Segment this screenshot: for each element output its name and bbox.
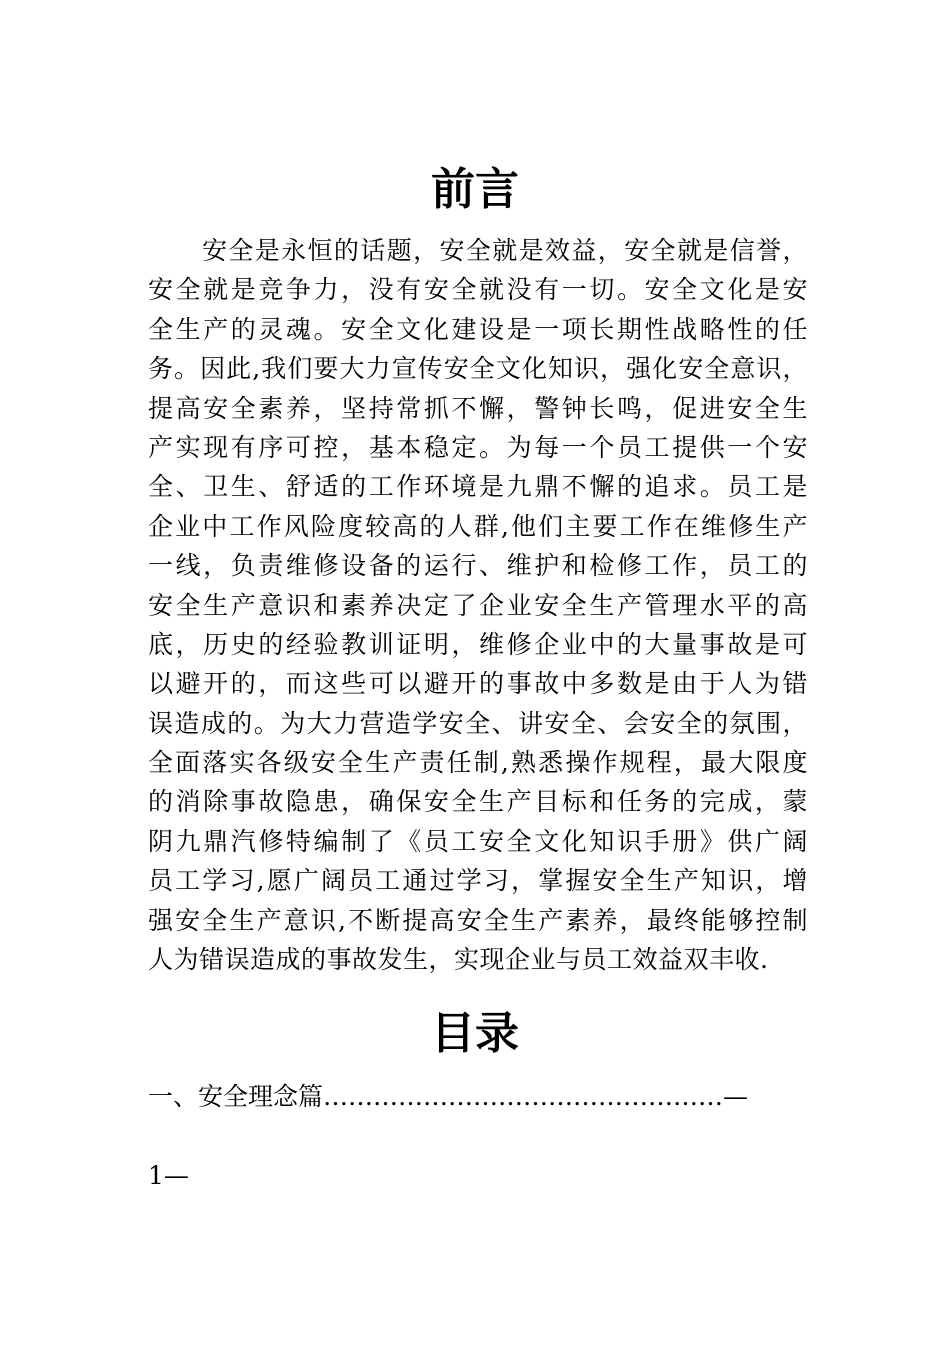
toc-entry-page-number: 1— [148, 1161, 189, 1190]
preface-line: 阴九鼎汽修特编制了《员工安全文化知识手册》供广阔 [148, 826, 808, 856]
preface-line: 务。因此,我们要大力宣传安全文化知识，强化安全意识， [148, 354, 808, 384]
preface-line: 一线，负责维修设备的运行、维护和检修工作，员工的 [148, 551, 808, 581]
preface-title: 前言 [431, 164, 519, 215]
preface-line: 全生产的灵魂。安全文化建设是一项长期性战略性的任 [148, 314, 808, 344]
preface-line: 人为错误造成的事故发生，实现企业与员工效益双丰收. [148, 945, 769, 975]
preface-line: 底，历史的经验教训证明，维修企业中的大量事故是可 [148, 629, 808, 659]
preface-line: 安全就是竞争力，没有安全就没有一切。安全文化是安 [148, 275, 808, 305]
preface-body [148, 231, 808, 979]
toc-entry-label[interactable]: 一、安全理念篇…………………………………………— [148, 1082, 749, 1111]
preface-line: 强安全生产意识,不断提高安全生产素养，最终能够控制 [148, 905, 808, 935]
preface-line: 提高安全素养，坚持常抓不懈，警钟长鸣，促进安全生 [148, 393, 808, 423]
preface-line: 误造成的。为大力营造学安全、讲安全、会安全的氛围， [148, 708, 808, 738]
preface-line: 企业中工作风险度较高的人群,他们主要工作在维修生产 [148, 511, 808, 541]
preface-line: 产实现有序可控，基本稳定。为每一个员工提供一个安 [148, 432, 808, 462]
toc-title: 目录 [431, 1008, 519, 1059]
preface-line: 以避开的，而这些可以避开的事故中多数是由于人为错 [148, 669, 808, 699]
preface-line: 安全生产意识和素养决定了企业安全生产管理水平的高 [148, 590, 808, 620]
preface-line: 全、卫生、舒适的工作环境是九鼎不懈的追求。员工是 [148, 472, 808, 502]
preface-line: 员工学习,愿广阔员工通过学习，掌握安全生产知识，增 [148, 866, 808, 896]
preface-line: 全面落实各级安全生产责任制,熟悉操作规程，最大限度 [148, 748, 808, 778]
preface-line: 的消除事故隐患，确保安全生产目标和任务的完成，蒙 [148, 787, 808, 817]
preface-line: 安全是永恒的话题，安全就是效益，安全就是信誉， [202, 236, 808, 265]
